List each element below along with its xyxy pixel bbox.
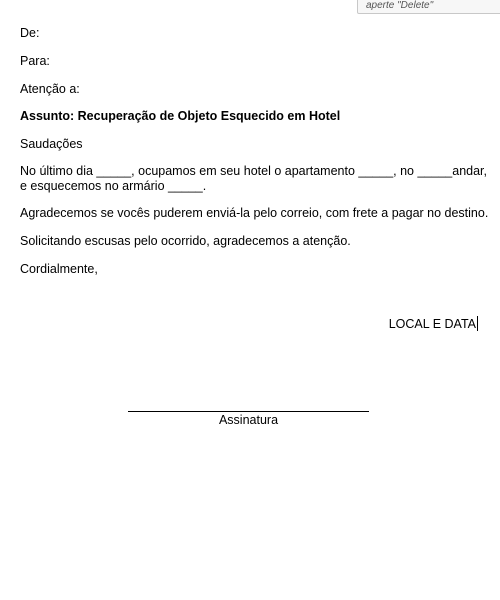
attention-label: Atenção a: (20, 82, 80, 96)
signature-line (128, 411, 369, 412)
place-date-text: LOCAL E DATA (388, 317, 476, 331)
text-cursor (477, 316, 478, 331)
greeting: Saudações (20, 137, 83, 151)
body-paragraph-1-line-1-end: andar, (452, 164, 488, 178)
body-paragraph-1-line-2: e esquecemos no armário _____. (20, 179, 207, 193)
subject-line: Assunto: Recuperação de Objeto Esquecido em Hotel (20, 109, 341, 123)
body-paragraph-1-line-1: No último dia _____, ocupamos em seu hotel o apartamento _____, no _____ (20, 164, 453, 178)
tooltip-text: aperte "Delete" (366, 0, 434, 11)
body-paragraph-3: Solicitando escusas pelo ocorrido, agradecemos a atenção. (20, 234, 351, 248)
closing: Cordialmente, (20, 262, 98, 276)
delete-hint-tooltip (357, 0, 500, 14)
to-label: Para: (20, 54, 50, 68)
body-paragraph-1 (20, 164, 488, 194)
from-label: De: (20, 26, 40, 40)
place-date-field[interactable] (389, 316, 478, 332)
signature-label: Assinatura (218, 413, 279, 427)
body-paragraph-2: Agradecemos se vocês puderem enviá-la pelo correio, com frete a pagar no destino. (20, 206, 489, 220)
